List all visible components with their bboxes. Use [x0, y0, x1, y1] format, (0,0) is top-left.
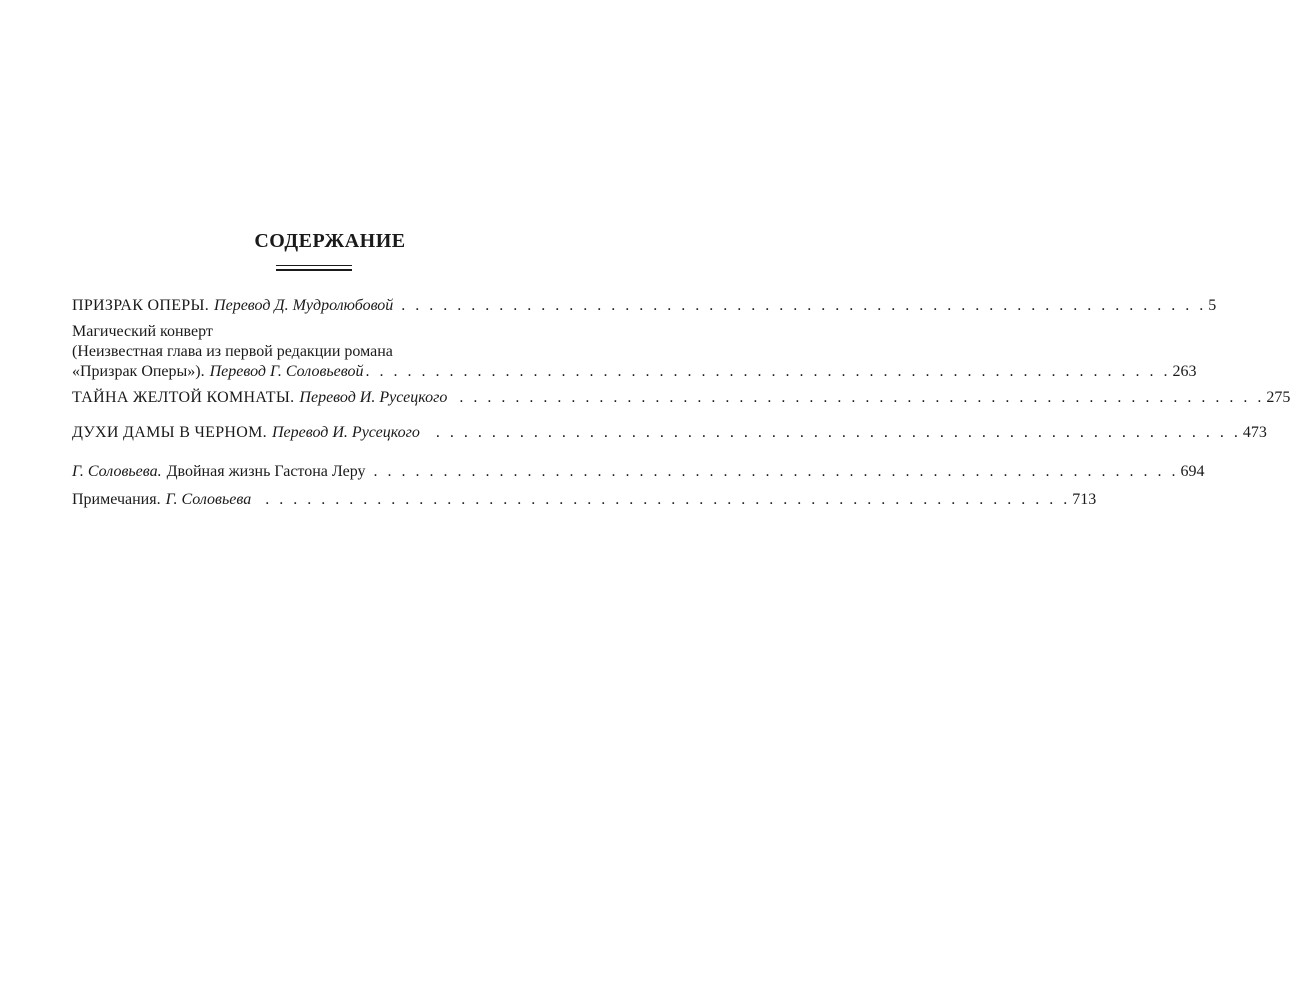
toc-entry-title: ТАЙНА ЖЕЛТОЙ КОМНАТЫ. — [72, 389, 295, 406]
toc-entry-yellow-room[interactable] — [72, 388, 1290, 408]
toc-entry-translator: Перевод Д. Мудролюбовой — [214, 297, 394, 314]
toc-entry-title: ДУХИ ДАМЫ В ЧЕРНОМ. — [72, 424, 267, 441]
toc-leader-dots: . . . . . . . . . . . . . . . . . . . . . . . . . . . . . . . . . . . . . . . . . . . . . . . . . . . . . . . . . . — [435, 424, 1241, 441]
toc-leader-dots: . . . . . . . . . . . . . . . . . . . . . . . . . . . . . . . . . . . . . . . . . . . . . . . . . . . . . . . . . . — [401, 297, 1207, 314]
toc-entry-translator: Перевод Г. Соловьевой — [209, 363, 364, 380]
toc-page-number: 473 — [1242, 424, 1267, 441]
toc-entry-title: Двойная жизнь Гастона Леру — [166, 463, 366, 480]
title-rule-thin — [276, 265, 352, 266]
toc-entry-translator: Перевод И. Русецкого — [271, 424, 420, 441]
toc-entry-double-life[interactable] — [72, 462, 1205, 482]
toc-page-number: 263 — [1172, 363, 1197, 380]
toc-leader-dots: . . . . . . . . . . . . . . . . . . . . . . . . . . . . . . . . . . . . . . . . . . . . . . . . . . . . . . . . . . — [365, 363, 1171, 380]
toc-entry-subtitle: (Неизвестная глава из первой редакции романа — [72, 343, 393, 360]
toc-entry-magic-envelope[interactable] — [72, 322, 1197, 382]
toc-entry-lady-in-black[interactable] — [72, 423, 1267, 443]
toc-page-number: 275 — [1266, 389, 1290, 406]
toc-leader-dots: . . . . . . . . . . . . . . . . . . . . . . . . . . . . . . . . . . . . . . . . . . . . . . . . . . . . . . . . . . — [265, 491, 1071, 508]
toc-entry-title: Примечания. — [72, 491, 161, 508]
toc-entry-author: Г. Соловьева — [165, 491, 252, 508]
toc-entry-translator: Перевод И. Русецкого — [299, 389, 448, 406]
toc-leader-dots: . . . . . . . . . . . . . . . . . . . . . . . . . . . . . . . . . . . . . . . . . . . . . . . . . . . . . . . . . . — [373, 463, 1179, 480]
toc-page-number: 5 — [1208, 297, 1217, 314]
toc-entry-author: Г. Соловьева. — [72, 463, 162, 480]
title-rule-thick — [276, 269, 352, 271]
toc-leader-dots: . . . . . . . . . . . . . . . . . . . . . . . . . . . . . . . . . . . . . . . . . . . . . . . . . . . . . . . . . . — [459, 389, 1265, 406]
toc-page-number: 694 — [1180, 463, 1205, 480]
toc-page-number: 713 — [1072, 491, 1097, 508]
page-title: СОДЕРЖАНИЕ — [254, 230, 406, 252]
toc-entry-phantom[interactable] — [72, 296, 1217, 316]
toc-entry-title: Магический конверт — [72, 323, 213, 340]
toc-entry-title: ПРИЗРАК ОПЕРЫ. — [72, 297, 210, 314]
toc-entry-notes[interactable] — [72, 490, 1097, 510]
toc-entry-subtitle-end: «Призрак Оперы»). — [72, 363, 205, 380]
